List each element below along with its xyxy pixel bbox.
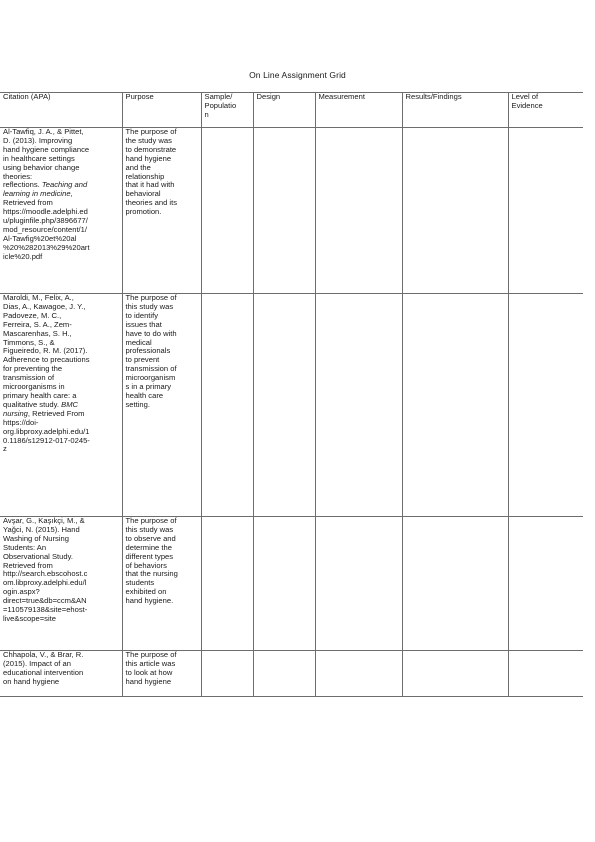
measurement-cell [315, 294, 402, 517]
header-sample-population: Sample/ Populatio n [201, 93, 253, 128]
design-cell [253, 517, 315, 651]
results-cell [402, 294, 508, 517]
header-citation: Citation (APA) [0, 93, 122, 128]
table-row [0, 294, 583, 517]
citation-text: Maroldi, M., Felix, A., Dias, A., Kawagoe, J. Y., Padoveze, M. C., Ferreira, S. A., Zem- Mascarenhas, S. H., Timmons, S., & Figueiredo, R. M. (2017). Adherence to precautions for preventing the transmission of microorganisms in primary health care: a qualitative study. [3, 293, 90, 409]
evidence-level-cell [508, 651, 583, 697]
table-row [0, 517, 583, 651]
header-row [0, 93, 583, 128]
citation-text: Al-Tawfiq, J. A., & Pittet, D. (2013). Improving hand hygiene compliance in healthcare settings using behavior change theories: reflections. [3, 127, 90, 190]
citation-retrieval: , Retrieved from https://moodle.adelphi.ed u/pluginfile.php/3896677/ mod_resource/content/1/ Al-Tawfig%20et%20al %20%282013%29%20art icle%20.pdf [3, 189, 90, 261]
citation-retrieval: , Retrieved From https://doi- org.libproxy.adelphi.edu/1 0.1186/s12912-017-0245- z [3, 408, 90, 454]
evidence-level-cell [508, 128, 583, 294]
citation-cell [0, 651, 122, 697]
assignment-grid-table [0, 92, 583, 697]
table-row [0, 128, 583, 294]
results-cell [402, 517, 508, 651]
header-measurement: Measurement [315, 93, 402, 128]
results-cell [402, 128, 508, 294]
sample-cell [201, 651, 253, 697]
evidence-level-cell [508, 517, 583, 651]
journal-title: Teaching and learning in medicine [3, 180, 88, 199]
purpose-cell: The purpose of this study was to identify issues that have to do with medical professionals to prevent transmission of microorganism s in a primary health care setting. [122, 294, 201, 517]
measurement-cell [315, 651, 402, 697]
purpose-cell: The purpose of the study was to demonstrate hand hygiene and the relationship that it had with behavioral theories and its promotion. [122, 128, 201, 294]
design-cell [253, 128, 315, 294]
measurement-cell [315, 128, 402, 294]
document-title: On Line Assignment Grid [249, 70, 346, 80]
design-cell [253, 294, 315, 517]
citation-cell [0, 517, 122, 651]
purpose-cell: The purpose of this article was to look at how hand hygiene [122, 651, 201, 697]
sample-cell [201, 294, 253, 517]
citation-cell [0, 294, 122, 517]
measurement-cell [315, 517, 402, 651]
citation-text: Chhapola, V., & Brar, R. (2015). Impact of an educational intervention on hand hygiene [3, 650, 84, 686]
purpose-cell: The purpose of this study was to observe and determine the different types of behaviors that the nursing students exhibited on hand hygiene. [122, 517, 201, 651]
design-cell [253, 651, 315, 697]
header-design: Design [253, 93, 315, 128]
header-purpose: Purpose [122, 93, 201, 128]
header-results-findings: Results/Findings [402, 93, 508, 128]
sample-cell [201, 517, 253, 651]
results-cell [402, 651, 508, 697]
citation-cell [0, 128, 122, 294]
header-level-of-evidence: Level of Evidence [508, 93, 583, 128]
journal-title: BMC nursing [3, 399, 78, 418]
evidence-level-cell [508, 294, 583, 517]
citation-text: Avşar, G., Kaşıkçi, M., & Yağci, N. (2015). Hand Washing of Nursing Students: An Observational Study. Retrieved from http://search.ebscohost.c om.libproxy.adelphi.edu/l ogin.aspx? direct=true&db=ccm&AN =110579138&site=ehost- live&scope=site [3, 516, 88, 623]
table-row [0, 651, 583, 697]
sample-cell [201, 128, 253, 294]
